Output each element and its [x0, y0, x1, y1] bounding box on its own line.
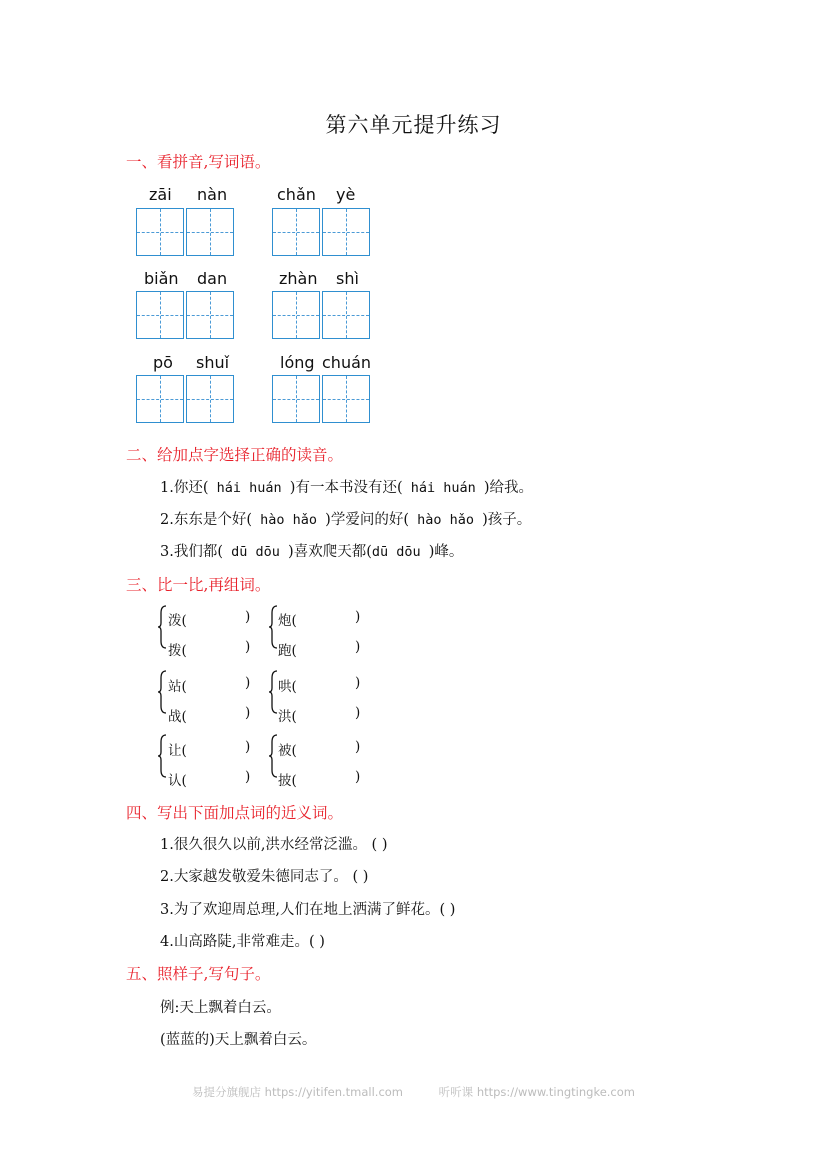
section-5-heading: 五、照样子,写句子。 [126, 965, 271, 983]
q2-text: )喜欢爬天都( [288, 544, 372, 560]
writing-box[interactable] [272, 375, 320, 423]
q2-options: hái huán [402, 480, 484, 496]
writing-box[interactable] [136, 208, 184, 256]
section-2-heading: 二、给加点字选择正确的读音。 [126, 446, 344, 464]
pinyin-6b: chuán [322, 353, 372, 372]
pinyin-1b: nàn [197, 185, 228, 204]
q2-item-2 [160, 508, 531, 529]
q4-item-2: 2.大家越发敬爱朱德同志了。 ( ) [160, 869, 369, 885]
q3-close-paren: ) [245, 675, 251, 691]
pinyin-3a: biǎn [144, 269, 179, 288]
q3-char: 站( [168, 679, 187, 695]
footer-left-link[interactable]: 易提分旗舰店 https://yitifen.tmall.com [192, 1085, 404, 1099]
q2-text: )峰。 [428, 544, 464, 560]
writing-box[interactable] [186, 291, 234, 339]
pinyin-4a: zhàn [279, 269, 318, 288]
page-title: 第六单元提升练习 [325, 113, 502, 137]
q2-text: )给我。 [483, 480, 534, 496]
q3-char: 战( [168, 709, 187, 725]
q2-text: 3.我们都( [160, 544, 223, 560]
q4-item-4: 4.山高路陡,非常难走。( ) [160, 934, 325, 950]
footer [0, 1084, 827, 1100]
q3-char: 披( [278, 773, 297, 789]
pinyin-4b: shì [336, 269, 359, 288]
q2-options: dū dōu [371, 544, 429, 560]
pinyin-6a: lóng [280, 353, 315, 372]
q3-char: 洪( [278, 709, 297, 725]
q3-close-paren: ) [245, 609, 251, 625]
q3-char: 被( [278, 743, 297, 759]
footer-right-link[interactable]: 听听课 https://www.tingtingke.com [438, 1085, 635, 1099]
writing-box[interactable] [322, 208, 370, 256]
q2-options: hào hǎo [252, 512, 326, 528]
left-brace-icon [158, 605, 168, 649]
q3-char: 哄( [278, 679, 297, 695]
q2-options: dū dōu [223, 544, 289, 560]
q5-example: 例:天上飘着白云。 [160, 1000, 281, 1016]
q3-char: 炮( [278, 613, 297, 629]
q3-char: 认( [168, 773, 187, 789]
q5-answer: (蓝蓝的)天上飘着白云。 [160, 1032, 317, 1048]
left-brace-icon [158, 734, 168, 778]
q2-options: hào hǎo [408, 512, 483, 528]
q3-close-paren: ) [355, 739, 361, 755]
pinyin-5a: pō [153, 353, 173, 372]
q3-close-paren: ) [355, 639, 361, 655]
writing-box[interactable] [322, 291, 370, 339]
q2-text: )学爱问的好( [325, 512, 409, 528]
writing-box[interactable] [186, 375, 234, 423]
q4-item-3: 3.为了欢迎周总理,人们在地上洒满了鲜花。( ) [160, 902, 456, 918]
q3-char: 泼( [168, 613, 187, 629]
q3-close-paren: ) [245, 639, 251, 655]
pinyin-5b: shuǐ [196, 353, 230, 372]
writing-box[interactable] [136, 291, 184, 339]
writing-box[interactable] [186, 208, 234, 256]
q2-options: hái huán [208, 480, 290, 496]
pinyin-2b: yè [336, 185, 356, 204]
q3-close-paren: ) [245, 705, 251, 721]
q2-item-1 [160, 476, 533, 497]
left-brace-icon [158, 670, 168, 714]
q2-text: 1.你还( [160, 480, 209, 496]
q2-text: )有一本书没有还( [289, 480, 403, 496]
pinyin-2a: chǎn [277, 185, 316, 204]
q2-text: 2.东东是个好( [160, 512, 252, 528]
section-3-heading: 三、比一比,再组词。 [126, 576, 271, 594]
q3-char: 跑( [278, 643, 297, 659]
pinyin-1a: zāi [149, 185, 172, 204]
q3-close-paren: ) [245, 769, 251, 785]
writing-box[interactable] [272, 291, 320, 339]
q3-char: 拨( [168, 643, 187, 659]
writing-box[interactable] [136, 375, 184, 423]
q3-close-paren: ) [245, 739, 251, 755]
writing-box[interactable] [322, 375, 370, 423]
writing-box[interactable] [272, 208, 320, 256]
q3-close-paren: ) [355, 705, 361, 721]
q3-close-paren: ) [355, 769, 361, 785]
q2-text: )孩子。 [482, 512, 532, 528]
q4-item-1: 1.很久很久以前,洪水经常泛滥。 ( ) [160, 837, 388, 853]
section-1-heading: 一、看拼音,写词语。 [126, 153, 271, 171]
q3-close-paren: ) [355, 675, 361, 691]
q3-close-paren: ) [355, 609, 361, 625]
q3-char: 让( [168, 743, 187, 759]
q2-item-3 [160, 540, 463, 561]
pinyin-3b: dan [197, 269, 228, 288]
section-4-heading: 四、写出下面加点词的近义词。 [126, 804, 344, 822]
